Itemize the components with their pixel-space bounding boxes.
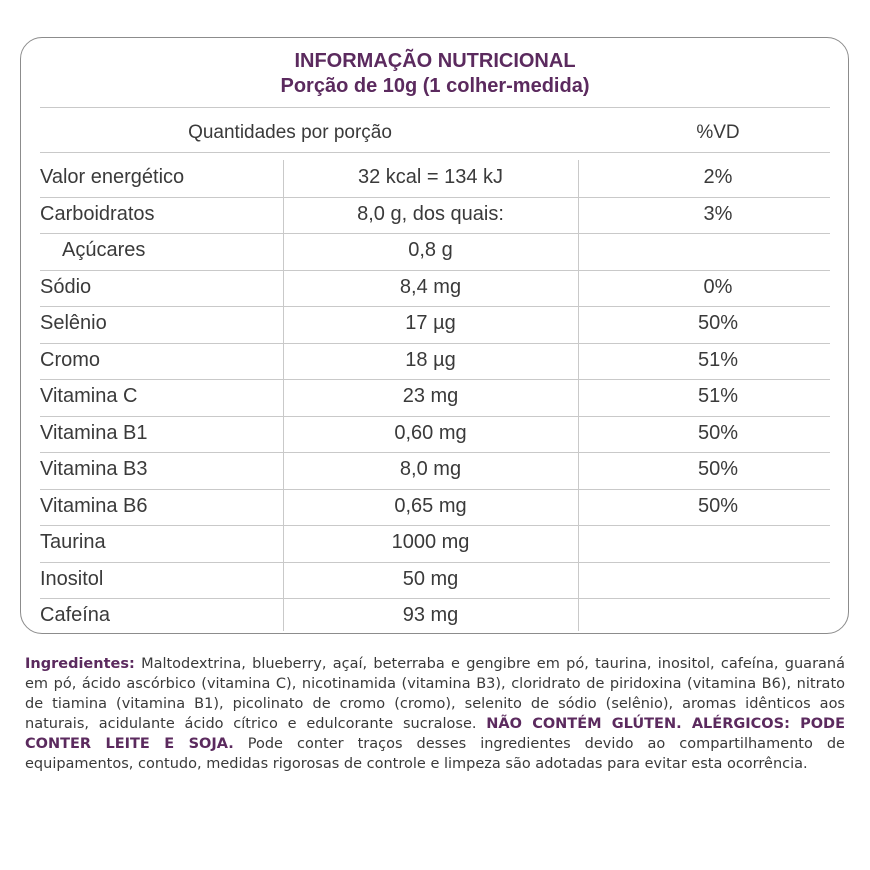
table-title: INFORMAÇÃO NUTRICIONAL — [294, 50, 576, 72]
divider — [40, 107, 830, 108]
table-row — [40, 562, 830, 598]
nutrient-vd: 50% — [697, 458, 739, 480]
ingredients-label: Ingredientes: — [25, 656, 135, 672]
nutrient-name: Valor energético — [40, 166, 185, 188]
nutrient-quantity: 8,0 g, dos quais: — [357, 202, 504, 225]
nutrient-name: Cromo — [40, 348, 101, 371]
nutrient-quantity: 8,4 mg — [399, 275, 462, 298]
nutrient-vd: 0% — [703, 275, 733, 298]
divider — [40, 152, 830, 153]
nutrient-name: Vitamina B1 — [40, 421, 148, 444]
table-row — [40, 197, 830, 233]
ingredients-paragraph — [25, 654, 845, 774]
nutrient-name: Vitamina C — [40, 385, 138, 407]
table-row — [40, 379, 830, 415]
table-row — [40, 489, 830, 525]
nutrient-name: Sódio — [40, 275, 92, 298]
table-row — [40, 270, 830, 306]
allergen-warning: NÃO CONTÉM GLÚTEN. ALÉRGICOS: PODE CONTER LEITE E SOJA. — [25, 716, 845, 752]
nutrient-name: Vitamina B6 — [40, 494, 148, 517]
table-row — [40, 525, 830, 561]
nutrient-quantity: 18 µg — [405, 348, 456, 371]
nutrient-vd: 3% — [703, 202, 733, 225]
table-row — [40, 306, 830, 342]
trace-note: Pode conter traços desses ingredientes devido ao compartilhamento de equipamentos, contudo, medidas rigorosas de controle e limpeza são adotadas para evitar esta ocorrência. — [25, 736, 845, 772]
nutrient-name: Cafeína — [40, 604, 111, 626]
ingredients-text: Maltodextrina, blueberry, açaí, beterraba e gengibre em pó, taurina, inositol, cafeína, guaraná em pó, ácido ascórbico (vitamina C), nicotinamida (vitamina B3), cloridrato de piridoxina (vitamina B6), nitrato de tiamina (vitamina B1), picolinato de cromo (cromo), selenito de sódio (selênio), aromas idênticos aos naturais, acidulante ácido cítrico e edulcorante sucralose. — [25, 656, 845, 732]
nutrient-quantity: 8,0 mg — [399, 458, 462, 480]
vd-column-header: %VD — [696, 122, 740, 143]
nutrient-vd: 51% — [697, 348, 739, 371]
nutrient-quantity: 32 kcal = 134 kJ — [357, 166, 504, 188]
table-row — [40, 233, 830, 269]
nutrient-vd: 50% — [697, 312, 739, 334]
nutrient-name: Selênio — [40, 312, 107, 334]
nutrient-quantity: 50 mg — [402, 567, 459, 590]
nutrient-name: Açúcares — [62, 239, 146, 261]
nutrient-quantity: 1000 mg — [391, 531, 470, 553]
nutrient-quantity: 0,65 mg — [394, 494, 467, 517]
nutrient-quantity: 0,8 g — [408, 239, 453, 261]
nutrient-quantity: 93 mg — [402, 604, 459, 626]
quantity-column-header: Quantidades por porção — [188, 122, 392, 143]
nutrient-name: Taurina — [40, 531, 106, 553]
nutrient-vd: 50% — [697, 421, 739, 444]
nutrient-name: Carboidratos — [40, 202, 155, 225]
nutrient-quantity: 0,60 mg — [394, 421, 467, 444]
nutrient-quantity: 17 µg — [405, 312, 456, 334]
nutrient-name: Vitamina B3 — [40, 458, 148, 480]
nutrient-name: Inositol — [40, 567, 104, 590]
table-row — [40, 160, 830, 196]
nutrient-quantity: 23 mg — [402, 385, 459, 407]
nutrient-vd: 50% — [697, 494, 739, 517]
table-row — [40, 416, 830, 452]
table-row — [40, 452, 830, 488]
nutrient-vd: 51% — [697, 385, 739, 407]
table-row — [40, 598, 830, 634]
table-subtitle: Porção de 10g (1 colher-medida) — [280, 75, 590, 97]
table-row — [40, 343, 830, 379]
nutrient-vd: 2% — [703, 166, 733, 188]
